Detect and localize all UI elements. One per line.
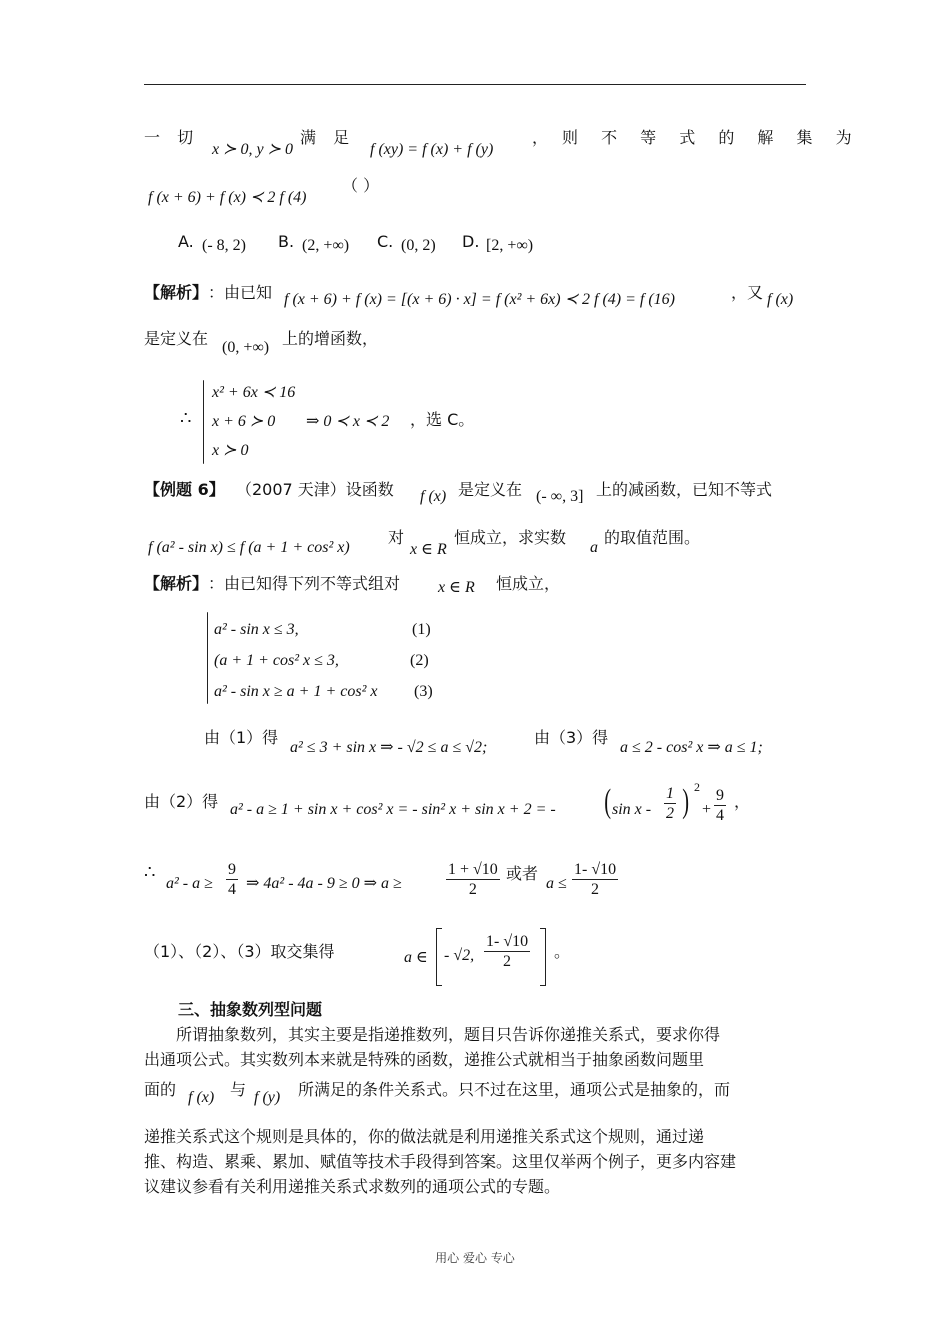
paragraph-line: 议建议参看有关利用递推关系式求数列的通项公式的专题。 <box>144 1177 561 1196</box>
text-holds: 恒成立， <box>496 574 561 593</box>
fraction-root-lower <box>572 860 618 899</box>
option-a-value: (- 8, 2) <box>202 237 246 254</box>
system2-row3: a² - sin x ≥ a + 1 + cos² x <box>214 683 378 700</box>
paren-open: ( <box>604 783 612 820</box>
text-from-2: 由（2）得 <box>144 792 219 811</box>
text-you: ，又 <box>731 283 764 302</box>
system1-row3: x ≻ 0 <box>212 442 249 459</box>
system-brace <box>207 612 208 704</box>
system2-row3-number: (3) <box>414 683 433 700</box>
section-paragraph <box>144 1022 806 1072</box>
math-a-in: a ∈ <box>404 949 428 966</box>
option-b-value: (2, +∞) <box>302 237 350 254</box>
analysis-intro: ：由已知 <box>208 283 273 302</box>
header-rule <box>144 84 806 85</box>
text-solution-set: 则 不 等 式 的 解 集 为 <box>562 128 861 147</box>
fraction-denominator: 4 <box>716 807 724 825</box>
fraction-numerator: 1 + √10 <box>446 860 500 880</box>
math-inner: sin x - <box>612 801 652 818</box>
fraction-denominator: 2 <box>468 881 477 899</box>
fraction-nine-fourths <box>714 786 726 825</box>
text-decreasing: 上的减函数，已知不等式 <box>596 480 773 499</box>
paragraph-line: 出通项公式。其实数列本来就是特殊的函数，递推公式就相当于抽象函数问题里 <box>144 1050 705 1069</box>
system-brace <box>203 380 204 464</box>
math-lower-bound: - √2, <box>444 947 475 964</box>
math-condition: x ≻ 0, y ≻ 0 <box>212 141 294 158</box>
bracket-right <box>540 928 546 986</box>
option-c-value: (0, 2) <box>401 237 436 254</box>
system1-row1: x² + 6x ≺ 16 <box>212 384 296 401</box>
option-d-value: [2, +∞) <box>486 237 534 254</box>
math-interval: (0, +∞) <box>222 339 270 356</box>
fraction-denominator: 2 <box>591 881 600 899</box>
fraction-numerator: 9 <box>714 786 726 806</box>
text-holds: 恒成立，求实数 <box>454 528 567 547</box>
fraction-denominator: 2 <box>503 953 512 971</box>
fraction-numerator: 1- √10 <box>484 932 530 952</box>
analysis-tag: 【解析】 <box>144 574 209 593</box>
math-a-le: a ≤ <box>546 875 567 892</box>
text-range: 的取值范围。 <box>604 528 701 547</box>
text-period: 。 <box>554 942 571 961</box>
math-x-in-r: x ∈ R <box>410 541 447 558</box>
text-defined-on: 是定义在 <box>458 480 523 499</box>
example6-tag: 【例题 6】 <box>144 480 225 499</box>
fraction-denominator: 4 <box>228 881 236 899</box>
math-quadratic: ⇒ 4a² - 4a - 9 ≥ 0 ⇒ a ≥ <box>246 875 402 892</box>
therefore-symbol: ∴ <box>180 408 192 428</box>
math-fx: f (x) <box>188 1089 215 1106</box>
math-fy: f (y) <box>254 1089 281 1106</box>
system1-implies: ⇒ 0 ≺ x ≺ 2 <box>306 413 390 430</box>
answer-blank: （ ） <box>342 176 380 195</box>
text-defined-on: 是定义在 <box>144 329 209 348</box>
text-manzu: 满 足 <box>300 128 356 147</box>
section-title: 三、抽象数列型问题 <box>178 1000 323 1019</box>
bracket-left <box>436 928 442 986</box>
text-from-3: 由（3）得 <box>534 728 609 747</box>
math-fx: f (x) <box>767 291 794 308</box>
text-from-1: 由（1）得 <box>204 728 279 747</box>
fraction-numerator: 1 <box>664 784 676 804</box>
math-a: a <box>590 539 598 556</box>
text-increasing: 上的增函数， <box>282 329 379 348</box>
math-inequality: f (a² - sin x) ≤ f (a + 1 + cos² x) <box>148 539 350 556</box>
math-derivation: f (x + 6) + f (x) = [(x + 6) · x] = f (x² + 6x) ≺ 2 f (4) = f (16) <box>284 291 676 308</box>
paragraph-line: 递推关系式这个规则是具体的，你的做法就是利用递推关系式这个规则，通过递 <box>144 1127 705 1146</box>
text-mian-de: 面的 <box>144 1080 177 1099</box>
text-dui: 对 <box>388 528 405 547</box>
analysis-tag: 【解析】 <box>144 283 209 302</box>
system2-row2: (a + 1 + cos² x ≤ 3, <box>214 652 339 669</box>
fraction-half <box>664 784 676 823</box>
fraction-numerator: 9 <box>226 860 238 880</box>
system2-row1: a² - sin x ≤ 3, <box>214 621 299 638</box>
fraction-denominator: 2 <box>666 805 674 823</box>
math-exponent: 2 <box>694 780 700 794</box>
option-a-label: A. <box>178 232 194 251</box>
system1-choose: ，选 C。 <box>410 410 475 429</box>
system2-row2-number: (2) <box>410 652 429 669</box>
text-condition: 所满足的条件关系式。只不过在这里，通项公式是抽象的，而 <box>298 1080 731 1099</box>
text-or: 或者 <box>506 864 539 883</box>
text-and: 与 <box>230 1080 247 1099</box>
option-b-label: B. <box>278 232 295 251</box>
section-paragraph <box>144 1124 806 1199</box>
system1-row2: x + 6 ≻ 0 <box>212 413 276 430</box>
math-plus: + <box>702 801 712 818</box>
fraction-root-upper <box>446 860 500 899</box>
text-comma: ， <box>532 128 549 147</box>
paragraph-line: 所谓抽象数列，其实主要是指递推数列，题目只告诉你递推关系式，要求你得 <box>176 1025 721 1044</box>
fraction-upper-bound <box>484 932 530 971</box>
option-c-label: C. <box>377 232 394 251</box>
math-step3: a ≤ 2 - cos² x ⇒ a ≤ 1; <box>620 739 763 756</box>
text-yiqie: 一 切 <box>144 128 200 147</box>
paren-close: ) <box>682 783 690 820</box>
fraction-nine-fourths <box>226 860 238 899</box>
math-inequality: f (x + 6) + f (x) ≺ 2 f (4) <box>148 189 307 206</box>
analysis-text: ：由已知得下列不等式组对 <box>208 574 401 593</box>
math-a-inequality: a² - a ≥ <box>166 875 213 892</box>
text-intersection: （1）、（2）、（3）取交集得 <box>144 942 335 961</box>
math-x-in-r: x ∈ R <box>438 579 475 596</box>
system2-row1-number: (1) <box>412 621 431 638</box>
math-step1: a² ≤ 3 + sin x ⇒ - √2 ≤ a ≤ √2; <box>290 739 488 756</box>
math-functional-equation: f (xy) = f (x) + f (y) <box>370 141 494 158</box>
therefore-symbol: ∴ <box>144 862 156 882</box>
text-comma: ， <box>734 792 751 811</box>
option-d-label: D. <box>462 232 480 251</box>
math-step2: a² - a ≥ 1 + sin x + cos² x = - sin² x + sin x + 2 = - <box>230 801 556 818</box>
math-interval: (- ∞, 3] <box>536 488 584 505</box>
fraction-numerator: 1- √10 <box>572 860 618 880</box>
page-footer: 用心 爱心 专心 <box>435 1251 515 1265</box>
example6-source: （2007 天津）设函数 <box>236 480 394 499</box>
math-fx: f (x) <box>420 488 447 505</box>
paragraph-line: 推、构造、累乘、累加、赋值等技术手段得到答案。这里仅举两个例子，更多内容建 <box>144 1152 737 1171</box>
